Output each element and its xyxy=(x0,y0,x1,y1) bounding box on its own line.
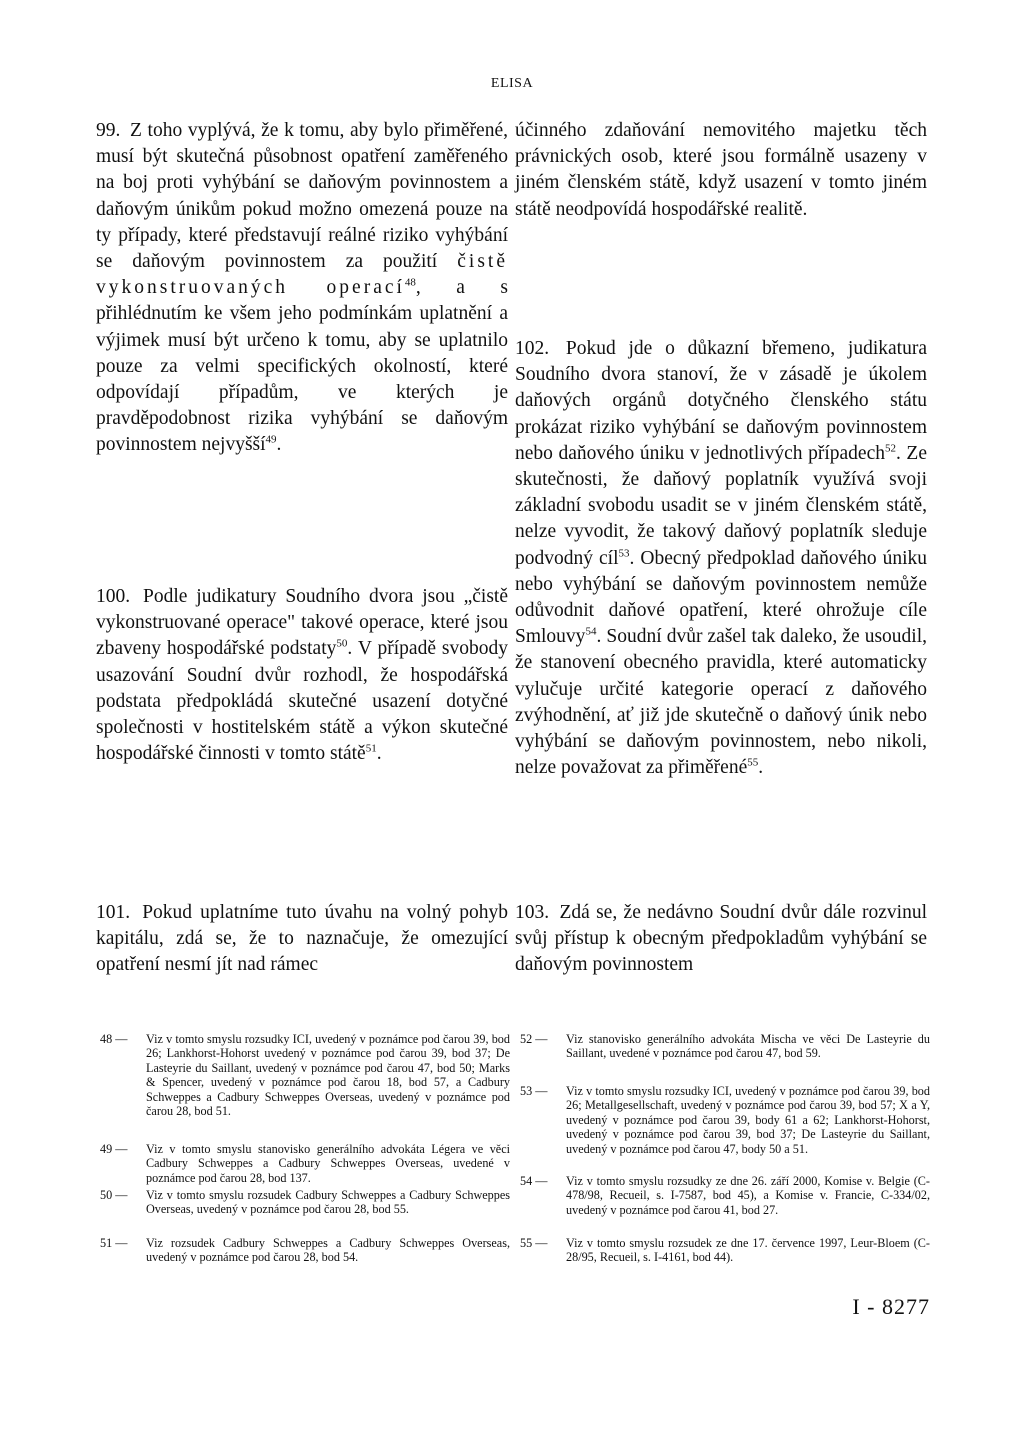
footnote-51 xyxy=(100,1236,510,1265)
footnote-number: 48 — xyxy=(100,1032,128,1046)
footnote-ref-48[interactable]: 48 xyxy=(404,276,416,289)
paragraph-text: . Soudní dvůr zašel tak daleko, že usoudil, že stanovení obecného pravidla, které automaticky vylučuje určité kategorie operací z daňového zvýhodnění, ať již jde skutečně o daňový únik nebo vyhýbání se daňovým povinnostem, nebo nikoli, nelze považovat za přiměřené xyxy=(515,626,927,779)
footnote-number: 51 — xyxy=(100,1236,128,1250)
paragraph-text: Zdá se, že nedávno Soudní dvůr dále rozvinul svůj přístup k obecným předpokladům vyhýbání se daňovým povinnostem xyxy=(515,902,927,976)
footnote-53 xyxy=(520,1084,930,1156)
footnote-number: 54 — xyxy=(520,1174,548,1188)
running-header: ELISA xyxy=(490,76,534,91)
footnote-number: 53 — xyxy=(520,1084,548,1098)
paragraph-text: účinného zdaňování nemovitého majetku těch právnických osob, které jsou formálně usazeny v jiném členském státě, když usazení v tomto jiném státě neodpovídá hospodářské realitě. xyxy=(515,120,927,220)
paragraph-101 xyxy=(96,900,508,979)
paragraph-text: . xyxy=(276,434,282,456)
footnote-ref-54[interactable]: 54 xyxy=(585,625,597,638)
paragraph-text: . Obecný předpoklad daňového úniku nebo vyhýbání se daňovým povinnostem nemůže odůvodnit daňové opatření, které ohrožuje cíle Smlouvy xyxy=(515,547,927,648)
footnote-text: Viz v tomto smyslu rozsudky ICI, uvedený v poznámce pod čarou 39, bod 26; Metallgesellschaft, uvedený v poznámce pod čarou 39, bod 57; X a Y, uvedený v poznámce pod čarou 39, body 61 a 62; Lankhorst-Hohorst, uvedený v poznámce pod čarou 39, bod 37; De Lasteyrie du Saillant, uvedený v poznámce pod čarou 47, body 50 a 51. xyxy=(566,1084,930,1156)
paragraph-text: Z toho vyplývá, že k tomu, aby bylo přiměřené, musí být skutečná působnost opatření zaměřeného na boj proti vyhýbání se daňovým povinnostem a daňovým únikům pokud možno omezená pouze na ty případy, které představují reálné riziko vyhýbání se daňovým povinnostem za použití xyxy=(96,120,508,273)
footnote-text: Viz stanovisko generálního advokáta Mischa ve věci De Lasteyrie du Saillant, uvedené v poznámce pod čarou 47, bod 59. xyxy=(566,1032,930,1061)
footnote-ref-53[interactable]: 53 xyxy=(618,547,630,560)
paragraph-text: . xyxy=(758,757,764,779)
footnote-text: Viz v tomto smyslu rozsudek Cadbury Schweppes a Cadbury Schweppes Overseas, uvedený v poznámce pod čarou 28, bod 55. xyxy=(146,1188,510,1217)
paragraph-continuation xyxy=(515,118,927,223)
footnote-ref-51[interactable]: 51 xyxy=(365,742,377,755)
footnote-text: Viz v tomto smyslu stanovisko generálního advokáta Légera ve věci Cadbury Schweppes a Cadbury Schweppes Overseas, uvedené v poznámce pod čarou 28, bod 137. xyxy=(146,1142,510,1185)
footnote-49 xyxy=(100,1142,510,1185)
page-number: I - 8277 xyxy=(852,1294,930,1319)
footnote-55 xyxy=(520,1236,930,1265)
paragraph-number: 101. xyxy=(96,902,131,923)
paragraph-99 xyxy=(96,118,508,459)
footnote-text: Viz v tomto smyslu rozsudek ze dne 17. července 1997, Leur-Bloem (C-28/95, Recueil, s. I-4161, bod 44). xyxy=(566,1236,930,1265)
footnote-number: 55 — xyxy=(520,1236,548,1250)
paragraph-number: 102. xyxy=(515,338,550,359)
paragraph-100 xyxy=(96,584,508,767)
paragraph-number: 103. xyxy=(515,902,550,923)
footnote-52 xyxy=(520,1032,930,1061)
paragraph-text: Pokud jde o důkazní břemeno, judikatura Soudního dvora stanoví, že v zásadě je úkolem daňových orgánů dotyčného členského státu prokázat riziko vyhýbání se daňovým povinnostem nebo daňového úniku v jednotlivých případech xyxy=(515,338,927,464)
footnote-ref-52[interactable]: 52 xyxy=(885,442,896,455)
paragraph-text: Podle judikatury Soudního dvora jsou „čistě vykonstruované operace" takové operace, které jsou zbaveny hospodářské podstaty xyxy=(96,586,508,660)
paragraph-text: Pokud uplatníme tuto úvahu na volný pohyb kapitálu, zdá se, že to naznačuje, že omezující opatření nesmí jít nad rámec xyxy=(96,902,509,976)
footnote-ref-55[interactable]: 55 xyxy=(747,756,759,769)
footnote-54 xyxy=(520,1174,930,1217)
footnote-number: 52 — xyxy=(520,1032,548,1046)
paragraph-text: . V případě svobody usazování Soudní dvůr rozhodl, že hospodářská podstata předpokládá skutečné usazení dotyčné společnosti v hostitelském státě a výkon skutečné hospodářské činnosti v tomto státě xyxy=(96,638,508,765)
footnote-50 xyxy=(100,1188,510,1217)
footnote-ref-50[interactable]: 50 xyxy=(336,637,348,650)
footnote-number: 49 — xyxy=(100,1142,128,1156)
paragraph-number: 99. xyxy=(96,120,121,141)
footnote-number: 50 — xyxy=(100,1188,128,1202)
paragraph-103 xyxy=(515,900,927,979)
paragraph-text: . xyxy=(376,743,382,765)
footnote-48 xyxy=(100,1032,510,1118)
emphasized-text: čistě vykonstruovaných operací xyxy=(96,251,508,299)
paragraph-number: 100. xyxy=(96,586,131,607)
footnote-text: Viz rozsudek Cadbury Schweppes a Cadbury Schweppes Overseas, uvedený v poznámce pod čarou 28, bod 54. xyxy=(146,1236,510,1265)
footnote-ref-49[interactable]: 49 xyxy=(265,433,277,446)
footnote-text: Viz v tomto smyslu rozsudky ICI, uvedený v poznámce pod čarou 39, bod 26; Lankhorst-Hohorst uvedený v poznámce pod čarou 39, bod 37; De Lasteyrie du Saillant, uvedený v poznámce pod čarou 47, bod 50; Marks & Spencer, uvedený v poznámce pod čarou 18, bod 57, a Cadbury Schweppes a Cadbury Schweppes Overseas, uvedený v poznámce pod čarou 28, bod 51. xyxy=(146,1032,510,1119)
paragraph-text: , a s přihlédnutím ke všem jeho podmínkám uplatnění a výjimek musí být určeno k tomu, aby se uplatnilo pouze za velmi specifických okolností, které odpovídají případům, ve kterých je pravděpodobnost rizika vyhýbání se daňovým povinnostem nejvyšší xyxy=(96,277,508,456)
paragraph-text: . Ze skutečnosti, že daňový poplatník využívá svoji základní svobodu usadit se v jiném členském státě, nelze vyvodit, že takový daňový poplatník sleduje podvodný cíl xyxy=(515,442,927,569)
footnote-text: Viz v tomto smyslu rozsudky ze dne 26. září 2000, Komise v. Belgie (C-478/98, Recueil, s. I-7587, bod 45), a Komise v. Francie, C-334/02, uvedený v poznámce pod čarou 41, bod 27. xyxy=(566,1174,930,1217)
paragraph-102 xyxy=(515,336,927,781)
